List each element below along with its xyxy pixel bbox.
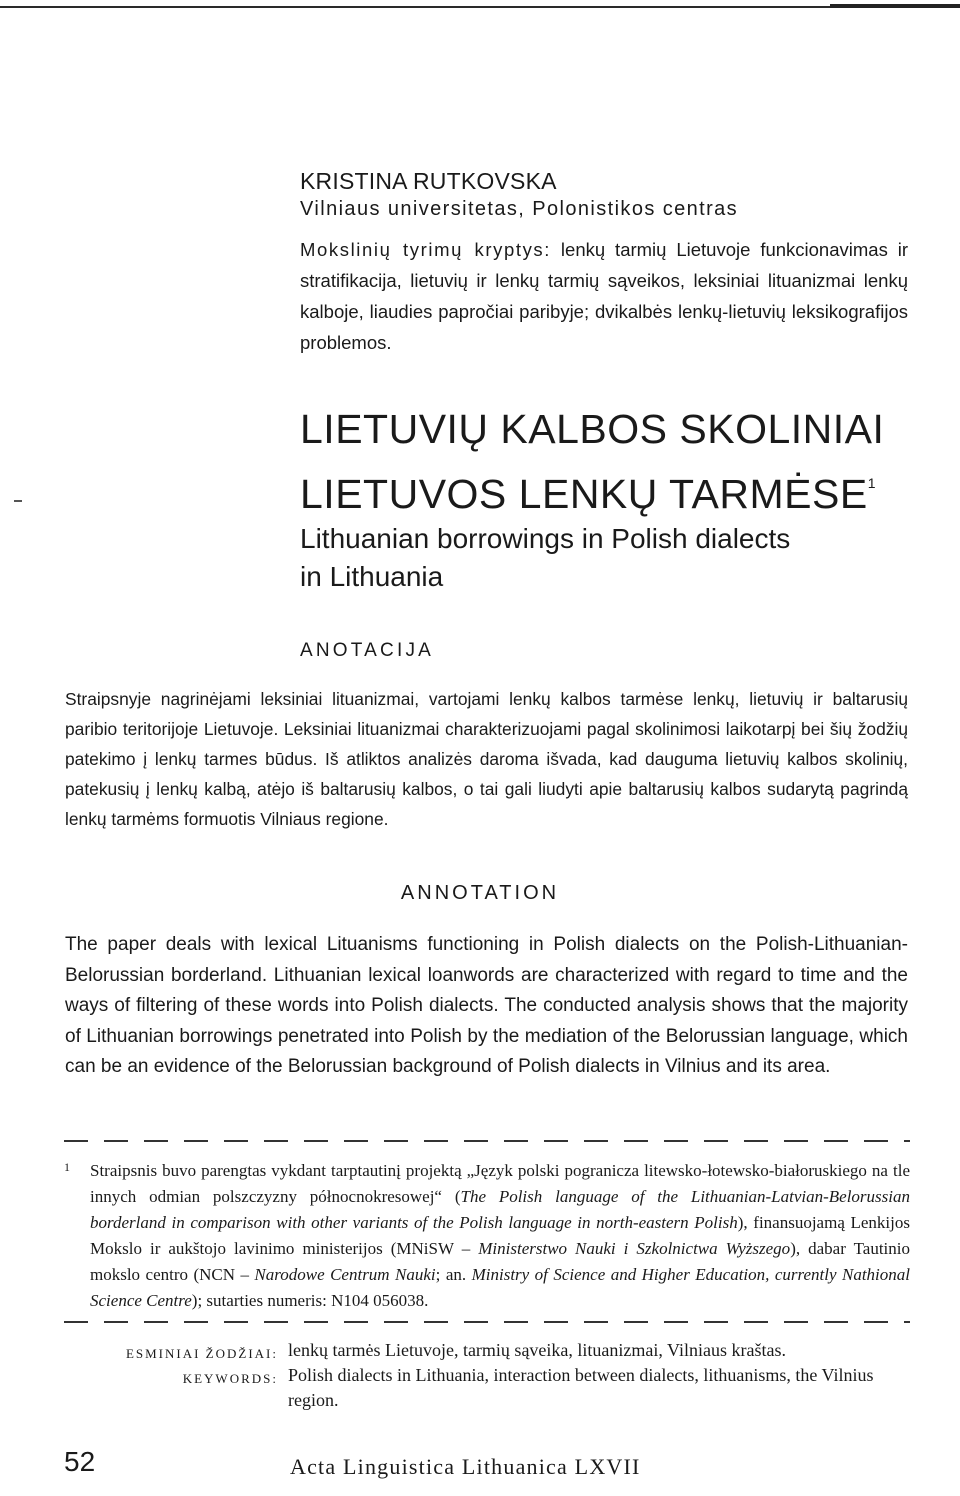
- margin-mark: [14, 500, 22, 502]
- article-subtitle: [300, 520, 860, 596]
- keywords-lt: [64, 1338, 910, 1363]
- footnote: [64, 1158, 910, 1314]
- anotacija-text: Straipsnyje nagrinėjami leksiniai lituanizmai, vartojami lenkų kalbos tarmėse lenkų, lietuvių ir baltarusių paribio teritorijoje Lietuvoje. Leksiniai lituanizmai charakterizuojami pagal skolinimosi laikotarpį bei šių žodžių patekimo į lenkų tarmes būdus. Iš atliktos analizės daroma išvada, kad dauguma lietuvių kalbos skolinių, patekusių į lenkų kalbą, atėjo iš baltarusių kalbos, o tai gali liudyti apie baltarusių kalbos sudarytą pagrindą lenkų tarmėms formuotis Vilniaus regione.: [65, 689, 908, 829]
- footnote-mark: 1: [64, 1160, 70, 1174]
- research-lead: Mokslinių tyrimų kryptys:: [300, 239, 552, 260]
- annotation-text: The paper deals with lexical Lituanisms functioning in Polish dialects on the Polish-Lithuanian-Belorussian borderland. Lithuanian lexical loanwords are characterized with regard to time and the ways of filtering of these words into Polish dialects. The conducted analysis shows that the majority of Lithuanian borrowings penetrated into Polish by the mediation of the Belorussian language, which can be an evidence of the Belorussian background of Polish dialects in Vilnius and its area.: [65, 934, 908, 1077]
- article-title: [300, 402, 920, 521]
- top-rule-accent: [830, 4, 960, 8]
- annotation-heading: ANNOTATION: [400, 882, 560, 904]
- author-affiliation: Vilniaus universitetas, Polonistikos centras: [300, 198, 739, 220]
- footnote-text: Straipsnis buvo parengtas vykdant tarptautinį projektą „Język polski pogranicza litewsko-łotewsko-białoruskiego na tle innych odmian polszczyzny północnokresowej“ (The Polish language of the Lithuanian-Latvian-Belorussian borderland in comparison with other variants of the Polish language in north-eastern Polish), finansuojamą Lenkijos Mokslo ir aukštojo lavinimo ministerijos (MNiSW – Ministerstwo Nauki i Szkolnictwa Wyższego), dabar Tautinio mokslo centro (NCN – Narodowe Centrum Nauki; an. Ministry of Science and Higher Education, currently Nathional Science Centre); sutarties numeris: N104 056038.: [90, 1161, 910, 1310]
- keywords-en: [64, 1363, 910, 1413]
- subtitle-line-1: Lithuanian borrowings in Polish dialects: [300, 523, 791, 554]
- research-text: lenkų tarmių Lietuvoje funkcionavimas ir stratifikacija, lietuvių ir lenkų tarmių sąveikos, leksiniai lituanizmai lenkų kalboje, liaudies papročiai paribyje; dvikalbės lenkų-lietuvių leksikografijos problemos.: [300, 239, 908, 353]
- anotacija-heading: ANOTACIJA: [300, 640, 435, 661]
- research-interests: [300, 234, 908, 358]
- title-footnote-mark: 1: [867, 475, 876, 491]
- title-line-2: LIETUVOS LENKŲ TARMĖSE$^1$: [300, 471, 876, 517]
- journal-title: Acta Linguistica Lithuanica LXVII: [290, 1454, 641, 1479]
- top-rule: [0, 6, 960, 8]
- keywords-separator: [64, 1321, 910, 1323]
- title-line-1: LIETUVIŲ KALBOS SKOLINIAI: [300, 406, 885, 452]
- keywords-lt-label: ESMINIAI ŽODŽIAI:: [125, 1346, 278, 1361]
- footnote-separator: [64, 1140, 910, 1142]
- subtitle-line-2: in Lithuania: [300, 561, 444, 592]
- author-name: KRISTINA RUTKOVSKA: [300, 168, 557, 194]
- page-number: 52: [64, 1446, 96, 1477]
- keywords-en-text: Polish dialects in Lithuania, interaction between dialects, lithuanisms, the Vilnius region.: [288, 1365, 874, 1410]
- keywords-en-label: KEYWORDS:: [182, 1371, 278, 1386]
- keywords-lt-text: lenkų tarmės Lietuvoje, tarmių sąveika, lituanizmai, Vilniaus kraštas.: [288, 1340, 786, 1360]
